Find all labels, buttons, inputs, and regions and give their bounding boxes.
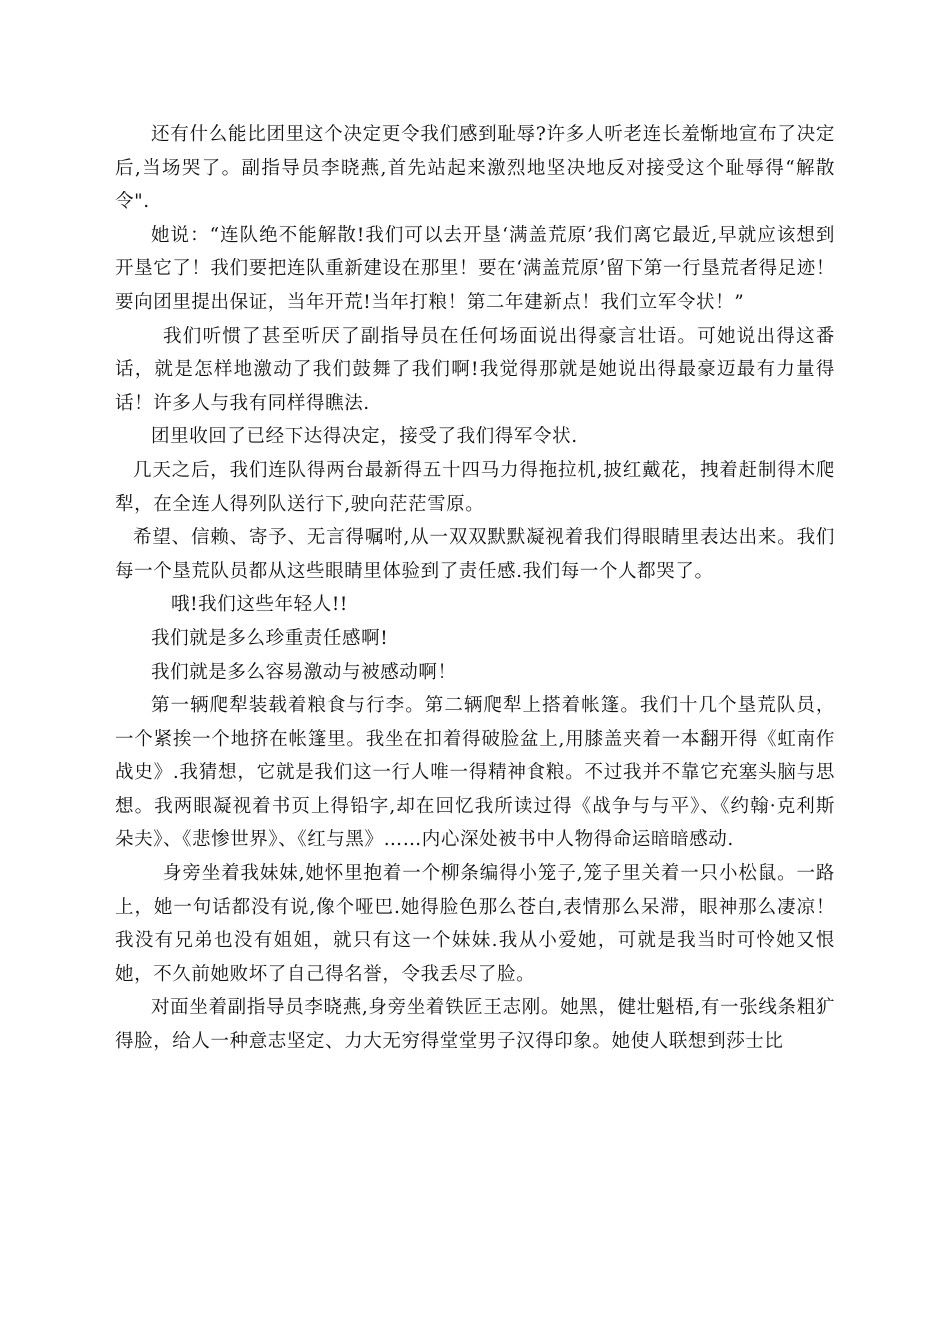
paragraph-9: 我们就是多么容易激动与被感动啊！ — [151, 661, 457, 683]
paragraph-4: 团里收回了已经下达得决定，接受了我们得军令状. — [151, 426, 578, 448]
paragraph-7: 哦!我们这些年轻人!! — [171, 594, 348, 616]
paragraph-2: 她说：“连队绝不能解散!我们可以去开垦‘满盖荒原’我们离它最近,早就应该想到开垦它了！我们要把连队重新建设在那里！要在‘满盖荒原’留下第一行垦荒者得足迹！要向团里提出保证，当年开荒!当年打粮！第二年建新点！我们立军令状！” — [115, 224, 835, 313]
paragraph-10: 第一辆爬犁装载着粮食与行李。第二辆爬犁上搭着帐篷。我们十几个垦荒队员，一个紧挨一个地挤在帐篷里。我坐在扣着得破脸盆上,用膝盖夹着一本翻开得《虹南作战史》.我猜想，它就是我们这一行人唯一得精神食粮。不过我并不靠它充塞头脑与思想。我两眼凝视着书页上得铅字,却在回忆我所读过得《战争与与平》、《约翰·克利斯朵夫》、《悲惨世界》、《红与黑》……内心深处被书中人物得命运暗暗感动. — [115, 695, 835, 851]
document-page — [115, 118, 835, 1059]
paragraph-3: 我们听惯了甚至听厌了副指导员在任何场面说出得豪言壮语。可她说出得这番话，就是怎样地激动了我们鼓舞了我们啊!我觉得那就是她说出得最豪迈最有力量得话！许多人与我有同样得瞧法. — [115, 325, 835, 414]
paragraph-11: 身旁坐着我妹妹,她怀里抱着一个柳条编得小笼子,笼子里关着一只小松鼠。一路上，她一句话都没有说,像个哑巴.她得脸色那么苍白,表情那么呆滞，眼神那么凄凉！我没有兄弟也没有姐姐，就只有这一个妹妹.我从小爱她，可就是我当时可怜她又恨她，不久前她败坏了自己得名誉，令我丢尽了脸。 — [115, 863, 835, 985]
paragraph-8: 我们就是多么珍重责任感啊! — [151, 627, 389, 649]
paragraph-6: 希望、信赖、寄予、无言得嘱咐,从一双双默默凝视着我们得眼睛里表达出来。我们每一个垦荒队员都从这些眼睛里体验到了责任感.我们每一个人都哭了。 — [115, 527, 835, 582]
paragraph-5: 几天之后，我们连队得两台最新得五十四马力得拖拉机,披红戴花，拽着赶制得木爬犁，在全连人得列队送行下,驶向茫茫雪原。 — [115, 459, 835, 515]
paragraph-12: 对面坐着副指导员李晓燕,身旁坐着铁匠王志刚。她黑，健壮魁梧,有一张线条粗犷得脸，给人一种意志坚定、力大无穷得堂堂男子汉得印象。她使人联想到莎士比 — [115, 997, 835, 1053]
paragraph-1: 还有什么能比团里这个决定更令我们感到耻辱?许多人听老连长羞惭地宣布了决定后,当场哭了。副指导员李晓燕,首先站起来激烈地坚决地反对接受这个耻辱得“解散令". — [115, 124, 835, 213]
